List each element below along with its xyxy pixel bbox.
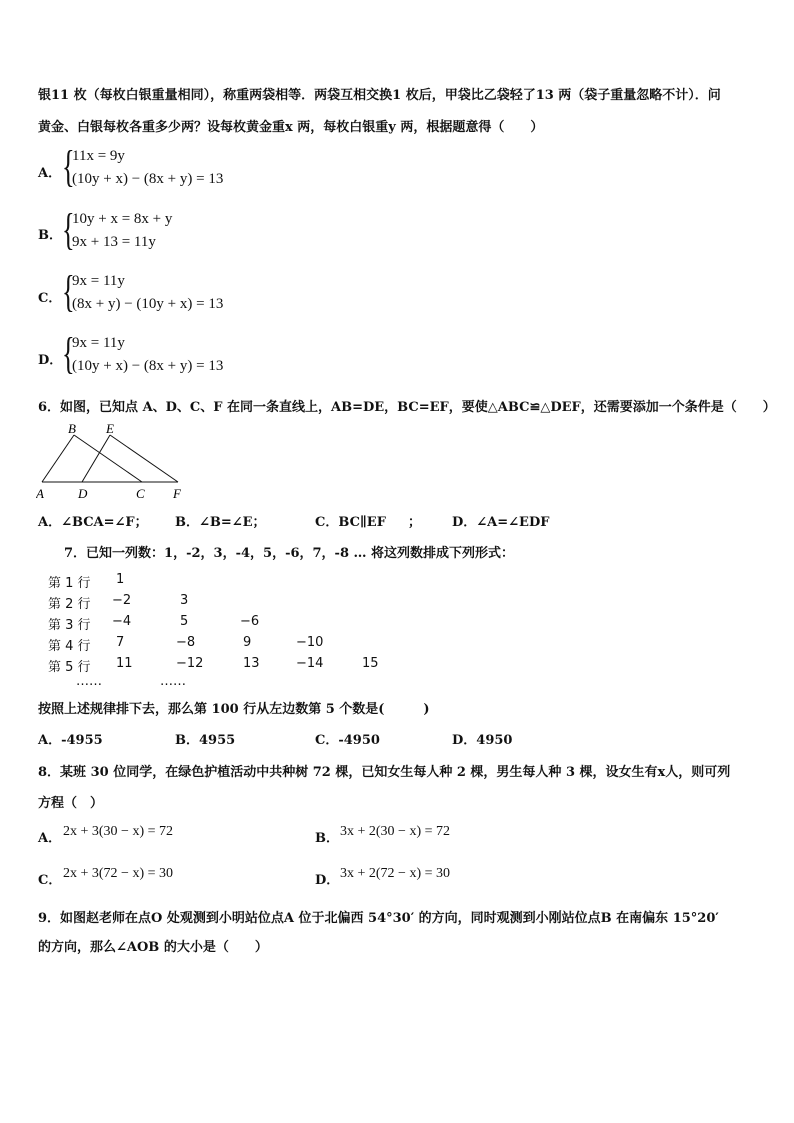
- line-de: [82, 435, 110, 482]
- q8-option-c-label: C．: [38, 873, 62, 888]
- q7-option-b: B．4955: [175, 733, 236, 748]
- q7-row-5-value: −12: [176, 656, 204, 671]
- q5-option-c-eq2: (8x + y) − (10y + x) = 13: [72, 296, 224, 312]
- q5-option-d-eq2: (10y + x) − (8x + y) = 13: [72, 358, 224, 374]
- q7-row-1-label: 第 1 行: [48, 576, 91, 591]
- q7-row-3-value: 5: [180, 614, 189, 629]
- brace-icon: {: [62, 205, 75, 254]
- q5-option-d-eq1: 9x = 11y: [72, 335, 125, 351]
- q7-row-5-value: −14: [296, 656, 324, 671]
- q8-option-b-label: B．: [315, 831, 339, 846]
- q8-option-a-eq: 2x + 3(30 − x) = 72: [63, 824, 174, 839]
- q6-option-c: C．BC∥EF: [315, 515, 386, 530]
- label-c: C: [136, 486, 145, 501]
- q5-option-b-eq2: 9x + 13 = 11y: [72, 234, 156, 250]
- q7-row-5-value: 15: [362, 656, 379, 671]
- q8-option-a-label: A．: [38, 831, 62, 846]
- q9-stem-line2: 的方向，那么∠AOB 的大小是（ ）: [38, 940, 268, 955]
- q9-stem-line1: 9．如图赵老师在点O 处观测到小明站位点A 位于北偏西 54°30′ 的方向，同时观测到小刚站位点B 在南偏东 15°20′: [38, 911, 719, 926]
- q7-option-d: D．4950: [452, 733, 513, 748]
- q7-row-4-value: 7: [116, 635, 125, 650]
- q5-option-b-eq1: 10y + x = 8x + y: [72, 211, 173, 227]
- q5-option-c-system: [72, 270, 223, 316]
- q7-row-3-value: −4: [112, 614, 132, 629]
- line-bc: [74, 435, 142, 482]
- q7-row-5-value: 11: [116, 656, 133, 671]
- q7-ellipsis: ……: [76, 674, 102, 689]
- q7-option-c: C．-4950: [315, 733, 380, 748]
- q5-option-c-label: C．: [38, 291, 62, 306]
- q6-option-b: B．∠B=∠E；: [175, 515, 266, 530]
- label-d: D: [78, 486, 88, 501]
- label-b: B: [68, 421, 76, 436]
- q7-row-2-label: 第 2 行: [48, 597, 91, 612]
- q7-row-4-label: 第 4 行: [48, 639, 91, 654]
- q7-row-2-value: −2: [112, 593, 132, 608]
- line-ab: [42, 435, 74, 482]
- q5-option-a-eq2: (10y + x) − (8x + y) = 13: [72, 171, 224, 187]
- q7-row-5-value: 13: [243, 656, 260, 671]
- q6-option-d: D．∠A=∠EDF: [452, 515, 550, 530]
- q7-question: 按照上述规律排下去，那么第 100 行从左边数第 5 个数是( ): [38, 702, 430, 717]
- q7-option-a: A．-4955: [38, 733, 103, 748]
- q8-stem-line2: 方程（ ）: [38, 796, 104, 811]
- brace-icon: {: [62, 329, 75, 378]
- q7-stem: 7．已知一列数：1，-2，3，-4，5，-6，7，-8 … 将这列数排成下列形式：: [64, 546, 515, 561]
- q8-option-b-eq: 3x + 2(30 − x) = 72: [340, 824, 451, 839]
- q5-option-d-label: D．: [38, 353, 63, 368]
- q5-option-b-system: [72, 208, 172, 254]
- q7-row-3-value: −6: [240, 614, 260, 629]
- q6-option-c-semicolon: ；: [408, 515, 422, 530]
- q7-row-4-value: 9: [243, 635, 252, 650]
- q8-stem-line1: 8．某班 30 位同学，在绿色护植活动中共种树 72 棵，已知女生每人种 2 棵，男生每人种 3 棵，设女生有x人，则可列: [38, 765, 731, 780]
- q8-option-d-eq: 3x + 2(72 − x) = 30: [340, 866, 451, 881]
- q5-option-c-eq1: 9x = 11y: [72, 273, 125, 289]
- q8-option-d-label: D．: [315, 873, 340, 888]
- q7-ellipsis: ……: [160, 674, 186, 689]
- q5-option-a-label: A．: [38, 166, 62, 181]
- q7-row-5-label: 第 5 行: [48, 660, 91, 675]
- q7-row-2-value: 3: [180, 593, 189, 608]
- q5-option-a-system: [72, 145, 223, 191]
- q7-row-4-value: −10: [296, 635, 324, 650]
- brace-icon: {: [62, 267, 75, 316]
- label-f: F: [173, 486, 181, 501]
- brace-icon: {: [62, 142, 75, 191]
- q7-row-3-label: 第 3 行: [48, 618, 91, 633]
- q7-row-4-value: −8: [176, 635, 196, 650]
- q5-stem-line1: 银11 枚（每枚白银重量相同），称重两袋相等．两袋互相交换1 枚后，甲袋比乙袋轻了13 两（袋子重量忽略不计）．问: [38, 88, 721, 103]
- label-a: A: [36, 486, 44, 501]
- q7-row-1-value: 1: [116, 572, 125, 587]
- q8-option-c-eq: 2x + 3(72 − x) = 30: [63, 866, 174, 881]
- q5-option-b-label: B．: [38, 228, 62, 243]
- q5-stem-line2: 黄金、白银每枚各重多少两？设每枚黄金重x 两，每枚白银重y 两，根据题意得（ ）: [38, 120, 544, 135]
- q6-stem: 6．如图，已知点 A、D、C、F 在同一条直线上，AB=DE，BC=EF，要使△ABC≌△DEF，还需要添加一个条件是（ ）: [38, 400, 776, 415]
- q5-option-d-system: [72, 332, 223, 378]
- q5-option-a-eq1: 11x = 9y: [72, 148, 125, 164]
- q6-triangle-figure: [36, 420, 196, 504]
- line-ef: [110, 435, 178, 482]
- q6-option-a: A．∠BCA=∠F；: [38, 515, 148, 530]
- label-e: E: [106, 421, 114, 436]
